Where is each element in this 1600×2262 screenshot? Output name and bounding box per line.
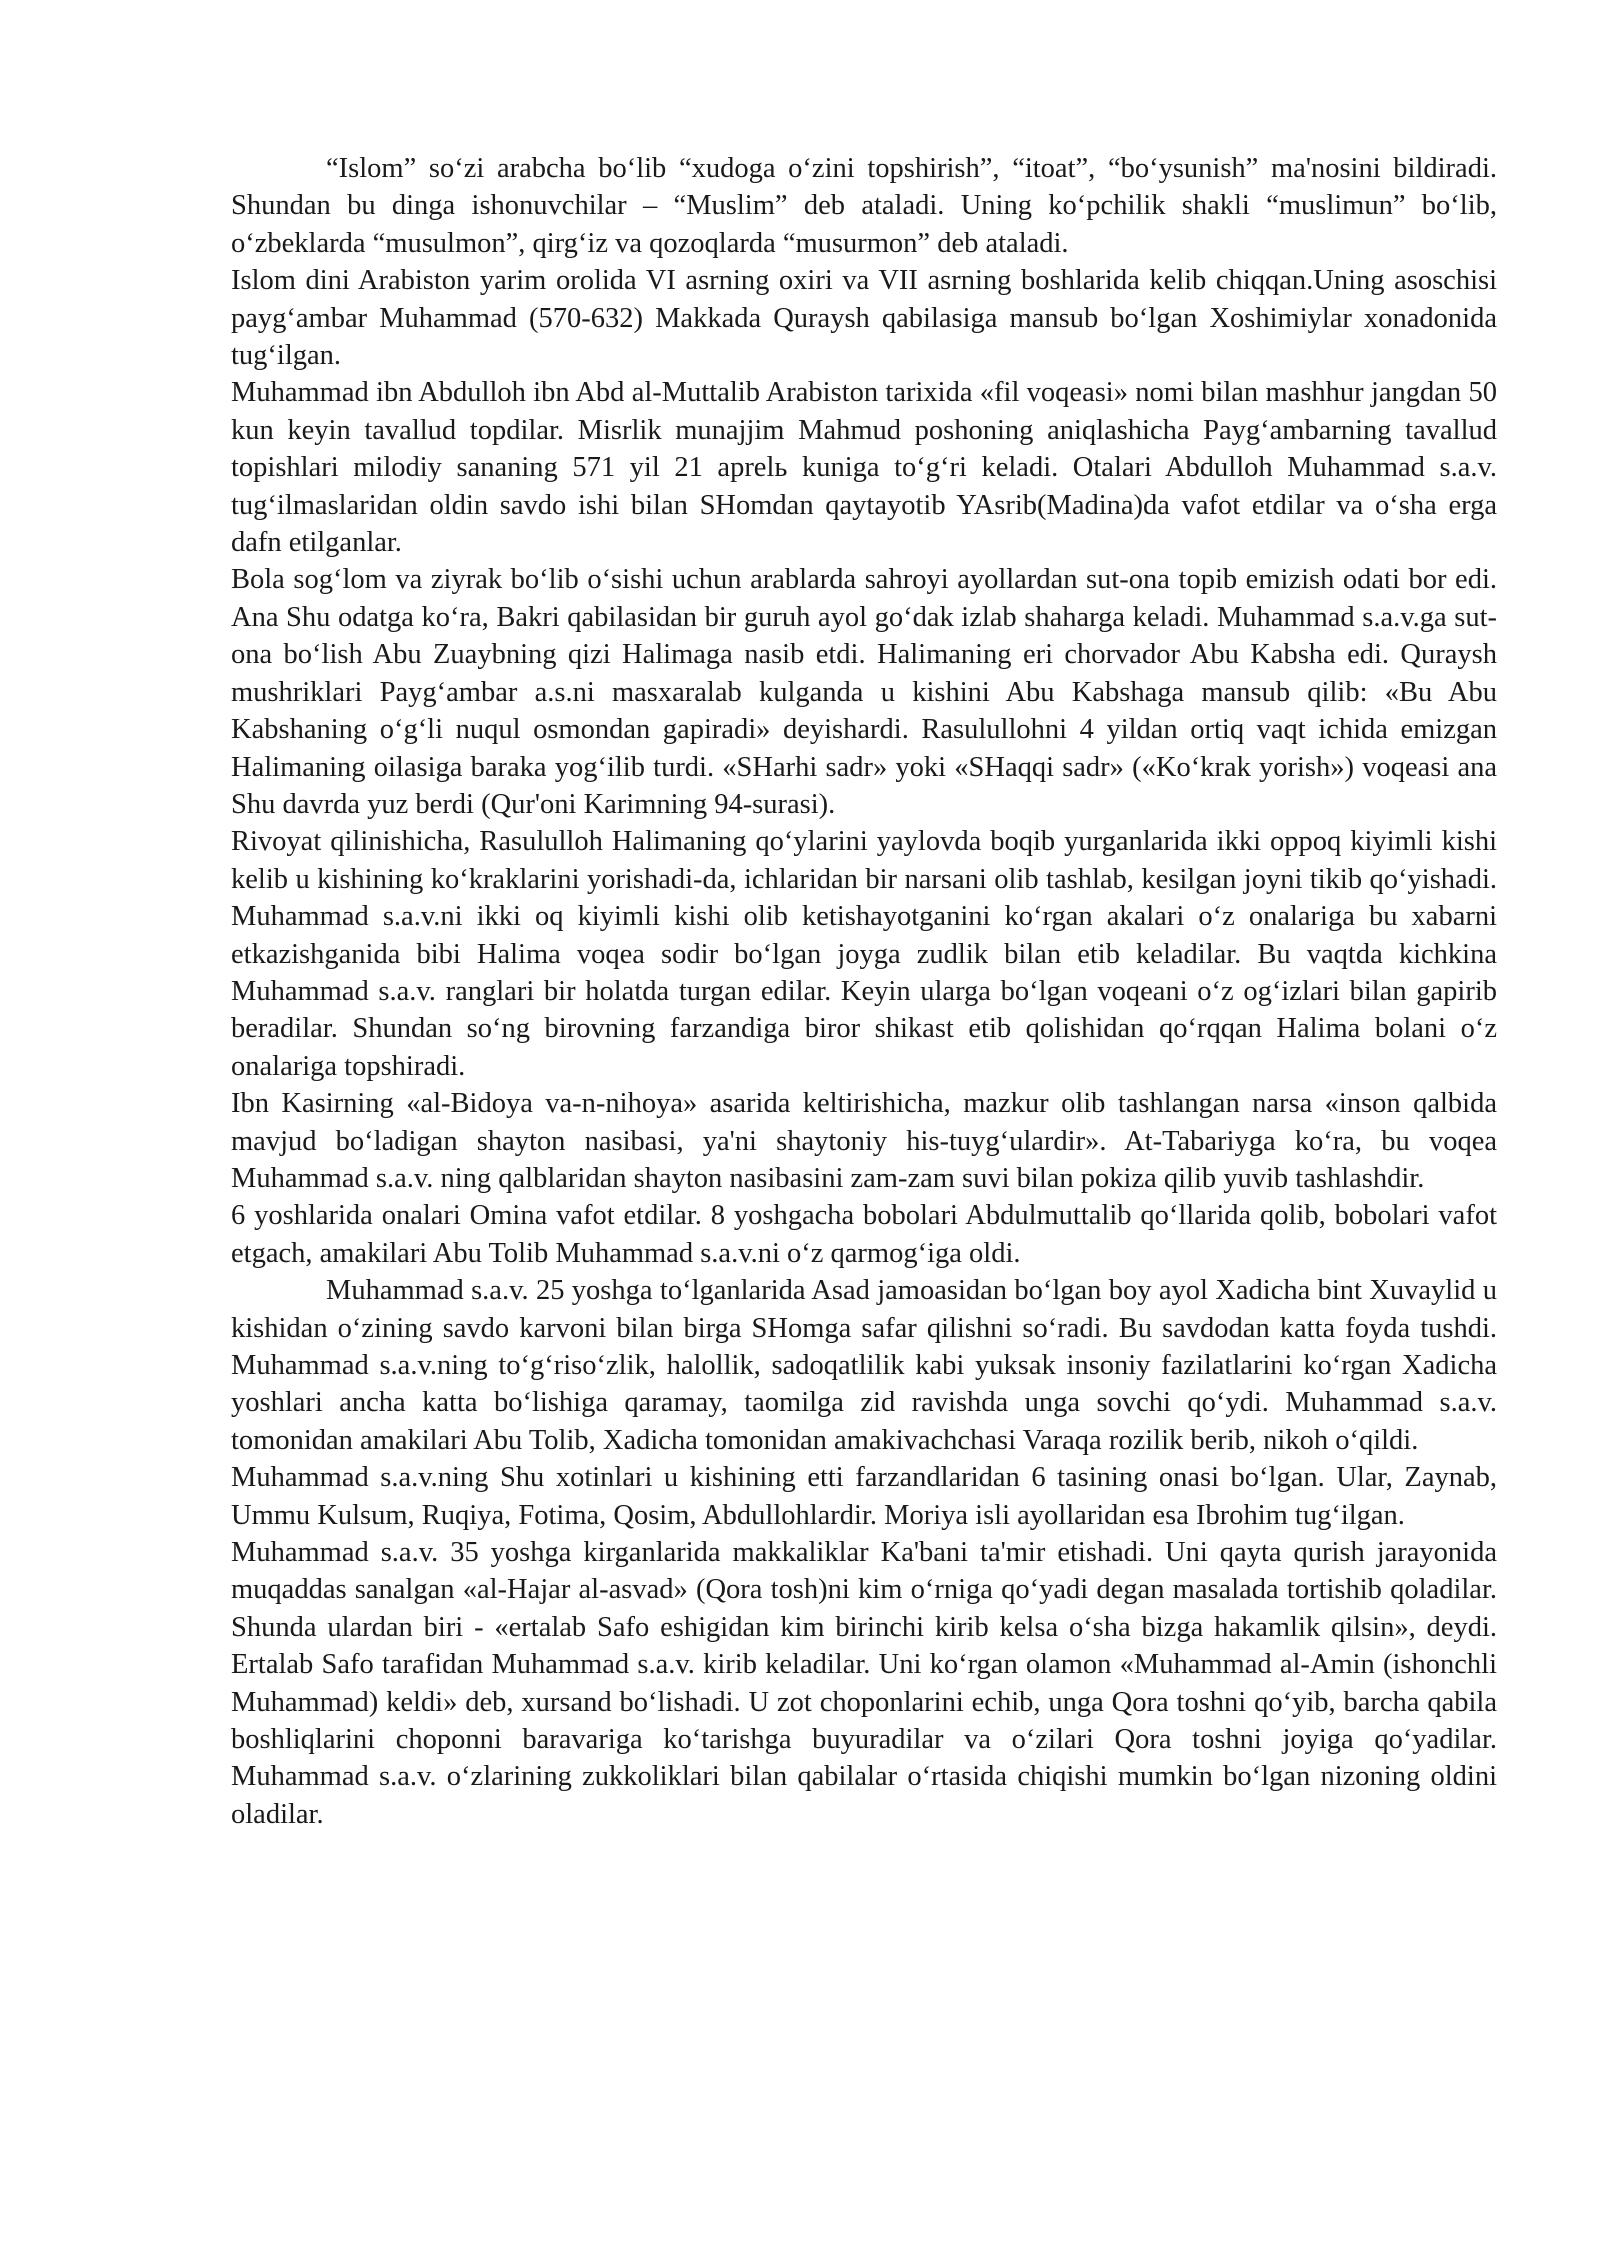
paragraph-1: “Islom” so‘zi arabcha bo‘lib “xudoga o‘zini topshirish”, “itoat”, “bo‘ysunish” ma'nosini bildiradi. Shundan bu dinga ishonuvchilar – “Muslim” deb ataladi. Uning ko‘pchilik shakli “muslimun” bo‘lib, o‘zbeklarda “musulmon”, qirg‘iz va qozoqlarda “musurmon” deb ataladi.	[231, 153, 1497, 259]
paragraph-10: Muhammad s.a.v. 35 yoshga kirganlarida makkaliklar Ka'bani ta'mir etishadi. Uni qayta qurish jarayonida muqaddas sanalgan «al-Hajar al-asvad» (Qora tosh)ni kim o‘rniga qo‘yadi degan masalada tortishib qoladilar. Shunda ulardan biri - «ertalab Safo eshigidan kim birinchi kirib kelsa o‘sha bizga hakamlik qilsin», deydi. Ertalab Safo tarafidan Muhammad s.a.v. kirib keladilar. Uni ko‘rgan olamon «Muhammad al-Amin (ishonchli Muhammad) keldi» deb, xursand bo‘lishadi. U zot choponlarini echib, unga Qora toshni qo‘yib, barcha qabila boshliqlarini choponni baravariga ko‘tarishga buyuradilar va o‘zilari Qora toshni joyiga qo‘yadilar. Muhammad s.a.v. o‘zlarining zukkoliklari bilan qabilalar o‘rtasida chiqishi mumkin bo‘lgan nizoning oldini oladilar.	[231, 1537, 1497, 1830]
paragraph-2: Islom dini Arabiston yarim orolida VI asrning oxiri va VII asrning boshlarida kelib chiqqan.Uning asoschisi payg‘ambar Muhammad (570-632) Makkada Quraysh qabilasiga mansub bo‘lgan Xoshimiylar xonadonida tug‘ilgan.	[231, 265, 1497, 372]
document-body	[231, 150, 1497, 1833]
paragraph-3: Muhammad ibn Abdulloh ibn Abd al-Muttalib Arabiston tarixida «fil voqeasi» nomi bilan mashhur jangdan 50 kun keyin tavallud topdilar. Misrlik munajjim Mahmud poshoning aniqlashicha Payg‘ambarning tavallud topishlari milodiy sananing 571 yil 21 aprelь kuniga to‘g‘ri keladi. Otalari Abdulloh Muhammad s.a.v. tug‘ilmaslaridan oldin savdo ishi bilan SHomdan qaytayotib YAsrib(Madina)da vafot etdilar va o‘sha erga dafn etilganlar.	[231, 377, 1497, 559]
paragraph-7: 6 yoshlarida onalari Omina vafot etdilar. 8 yoshgacha bobolari Abdulmuttalib qo‘llarida qolib, bobolari vafot etgach, amakilari Abu Tolib Muhammad s.a.v.ni o‘z qarmog‘iga oldi.	[231, 1200, 1497, 1269]
paragraph-4: Bola sog‘lom va ziyrak bo‘lib o‘sishi uchun arablarda sahroyi ayollardan sut-ona topib emizish odati bor edi. Ana Shu odatga ko‘ra, Bakri qabilasidan bir guruh ayol go‘dak izlab shaharga keladi. Muhammad s.a.v.ga sut-ona bo‘lish Abu Zuaybning qizi Halimaga nasib etdi. Halimaning eri chorvador Abu Kabsha edi. Quraysh mushriklari Payg‘ambar a.s.ni masxaralab kulganda u kishini Abu Kabshaga mansub qilib: «Bu Abu Kabshaning o‘g‘li nuqul osmondan gapiradi» deyishardi. Rasulullohni 4 yildan ortiq vaqt ichida emizgan Halimaning oilasiga baraka yog‘ilib turdi. «SHarhi sadr» yoki «SHaqqi sadr» («Ko‘krak yorish») voqeasi ana Shu davrda yuz berdi (Qur'oni Karimning 94-surasi).	[231, 564, 1497, 820]
paragraph-5: Rivoyat qilinishicha, Rasululloh Halimaning qo‘ylarini yaylovda boqib yurganlarida ikki oppoq kiyimli kishi kelib u kishining ko‘kraklarini yorishadi-da, ichlaridan bir narsani olib tashlab, kesilgan joyni tikib qo‘yishadi. Muhammad s.a.v.ni ikki oq kiyimli kishi olib ketishayotganini ko‘rgan akalari o‘z onalariga bu xabarni etkazishganida bibi Halima voqea sodir bo‘lgan joyga zudlik bilan etib keladilar. Bu vaqtda kichkina Muhammad s.a.v. ranglari bir holatda turgan edilar. Keyin ularga bo‘lgan voqeani o‘z og‘izlari bilan gapirib beradilar. Shundan so‘ng birovning farzandiga biror shikast etib qolishidan qo‘rqqan Halima bolani o‘z onalariga topshiradi.	[231, 826, 1497, 1082]
paragraph-6: Ibn Kasirning «al-Bidoya va-n-nihoya» asarida keltirishicha, mazkur olib tashlangan narsa «inson qalbida mavjud bo‘ladigan shayton nasibasi, ya'ni shaytoniy his-tuyg‘ulardir». At-Tabariyga ko‘ra, bu voqea Muhammad s.a.v. ning qalblaridan shayton nasibasini zam-zam suvi bilan pokiza qilib yuvib tashlashdir.	[231, 1088, 1497, 1194]
paragraph-8: Muhammad s.a.v. 25 yoshga to‘lganlarida Asad jamoasidan bo‘lgan boy ayol Xadicha bint Xuvaylid u kishidan o‘zining savdo karvoni bilan birga SHomga safar qilishni so‘radi. Bu savdodan katta foyda tushdi. Muhammad s.a.v.ning to‘g‘riso‘zlik, halollik, sadoqatlilik kabi yuksak insoniy fazilatlarini ko‘rgan Xadicha yoshlari ancha katta bo‘lishiga qaramay, taomilga zid ravishda unga sovchi qo‘ydi. Muhammad s.a.v. tomonidan amakilari Abu Tolib, Xadicha tomonidan amakivachchasi Varaqa rozilik berib, nikoh o‘qildi.	[231, 1275, 1497, 1456]
paragraph-9: Muhammad s.a.v.ning Shu xotinlari u kishining etti farzandlaridan 6 tasining onasi bo‘lgan. Ular, Zaynab, Ummu Kulsum, Ruqiya, Fotima, Qosim, Abdullohlardir. Moriya isli ayollaridan esa Ibrohim tug‘ilgan.	[231, 1462, 1497, 1531]
